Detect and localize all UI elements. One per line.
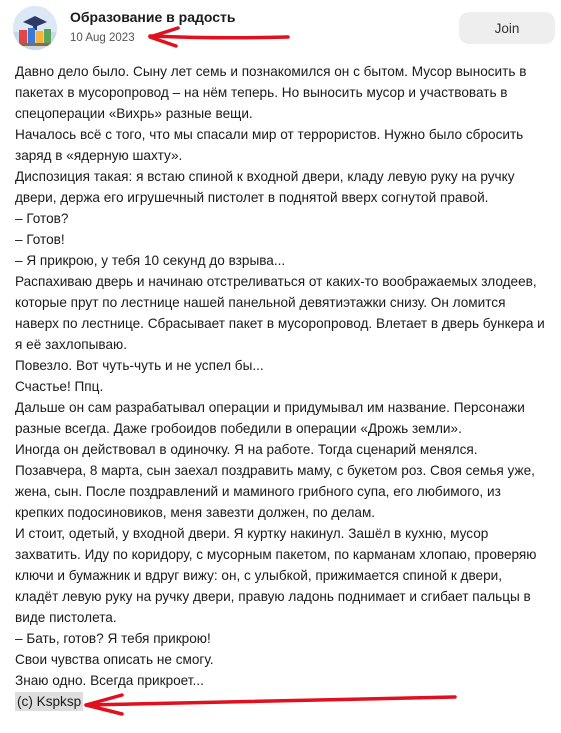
post-line: Началось всё с того, что мы спасали мир от террористов. Нужно было сбросить: [15, 127, 524, 142]
post-line: кладёт левую руку на ручку двери, правую ладонь поднимает и сгибает пальцы в: [15, 589, 531, 604]
post-line: Диспозиция такая: я встаю спиной к входной двери, кладу левую руку на ручку: [15, 169, 515, 184]
post-line: Позавчера, 8 марта, сын заехал поздравить маму, с букетом роз. Своя семья уже,: [15, 463, 535, 478]
channel-name[interactable]: Образование в радость: [70, 9, 236, 25]
post-credit: (c) Kspksp: [17, 694, 82, 709]
post-line: спецоперации «Вихрь» разные вещи.: [15, 106, 253, 121]
post-line: которые прут по лестнице нашей панельной девятиэтажки снизу. Он ломится: [15, 295, 506, 310]
post-line: виде пистолета.: [15, 610, 117, 625]
post-line: ключи и бумажник и вдруг вижу: он, с улыбкой, прижимается спиной к двери,: [15, 568, 503, 583]
post-line: Знаю одно. Всегда прикроет...: [15, 673, 204, 688]
post-line: – Готов!: [15, 232, 65, 247]
post-line: заряд в «ядерную шахту».: [15, 148, 183, 163]
post-line: пакетах в мусоропровод – на нём теперь. Но выносить мусор и участвовать в: [15, 85, 508, 100]
post-line: Счастье! Ппц.: [15, 379, 104, 394]
channel-avatar-icon[interactable]: [13, 6, 57, 50]
post-text: [15, 61, 559, 712]
post-line: Повезло. Вот чуть-чуть и не успел бы...: [15, 358, 264, 373]
post-line: Распахиваю дверь и начинаю отстреливаться от каких-то воображаемых злодеев,: [15, 274, 537, 289]
post-line: наверх по лестнице. Сбрасывает пакет в мусоропровод. Влетает в дверь бункера и: [15, 316, 545, 331]
post-line: Давно дело было. Сыну лет семь и познакомился он с бытом. Мусор выносить в: [15, 64, 527, 79]
join-button[interactable]: Join: [459, 12, 555, 44]
post-line: двери, держа его игрушечный пистолет в поднятой вверх согнутой правой.: [15, 190, 489, 205]
post-line: И стоит, одетый, у входной двери. Я куртку накинул. Зашёл в кухню, мусор: [15, 526, 489, 541]
post-line: разные всегда. Даже гробоидов победили в операции «Дрожь земли».: [15, 421, 462, 436]
post-line: Иногда он действовал в одиночку. Я на работе. Тогда сценарий менялся.: [15, 442, 478, 457]
post-line: жена, сын. После поздравлений и маминого грибного супа, его любимого, из: [15, 484, 501, 499]
post-line: – Готов?: [15, 211, 69, 226]
post-line: Свои чувства описать не смогу.: [15, 652, 214, 667]
post-line: – Бать, готов? Я тебя прикрою!: [15, 631, 211, 646]
post-date: 10 Aug 2023: [70, 32, 135, 44]
post-credit-line: [15, 691, 559, 712]
post-line: крепких подосиновиков, меня завезти должен, по делам.: [15, 505, 376, 520]
post-line: захватить. Иду по коридору, с мусорным пакетом, по карманам хлопаю, проверяю: [15, 547, 537, 562]
post-header: [0, 0, 561, 58]
post-line: – Я прикрою, у тебя 10 секунд до взрыва...: [15, 253, 286, 268]
post-line: я её захлопываю.: [15, 337, 128, 352]
post-line: Дальше он сам разрабатывал операции и придумывал им название. Персонажи: [15, 400, 525, 415]
